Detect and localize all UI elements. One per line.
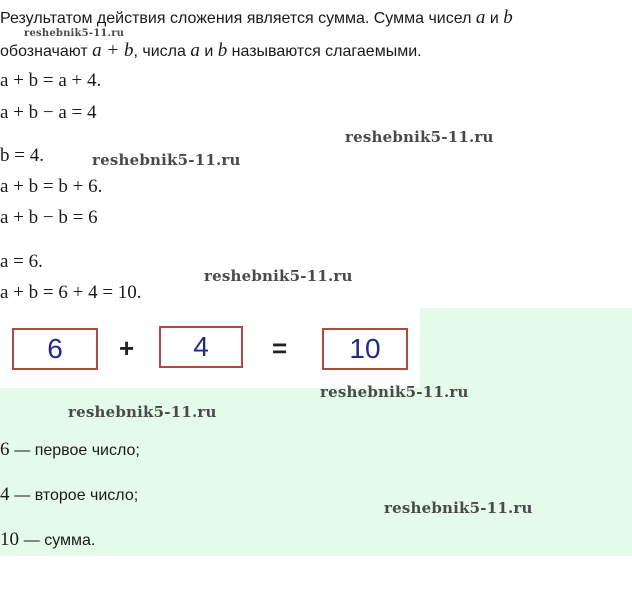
conj-and: и (489, 10, 499, 27)
figure-box-sum: 10 (322, 328, 408, 370)
watermark-3: reshebnik5-11.ru (204, 267, 353, 285)
watermark-5: reshebnik5-11.ru (68, 403, 217, 421)
intro-line-1-text: Результатом действия сложения является сумма. Сумма чисел (0, 10, 472, 27)
watermark-1: reshebnik5-11.ru (345, 128, 494, 146)
equation-1: a + b = a + 4. (0, 70, 102, 91)
intro-line-2 (0, 40, 422, 62)
equation-2: a + b − a = 4 (0, 102, 97, 123)
equation-4: a + b = b + 6. (0, 176, 103, 197)
figure-plus: + (119, 333, 135, 363)
legend-item-first (0, 439, 140, 461)
intro-line-1 (0, 7, 513, 29)
var-a-2: a (190, 40, 200, 61)
legend-num-second: 4 (0, 484, 10, 505)
legend-num-sum: 10 (0, 529, 19, 550)
legend-item-sum (0, 529, 95, 551)
intro-line-2-prefix: обозначают (0, 43, 88, 60)
sum-figure (0, 308, 420, 388)
intro-line-2-suffix: называются слагаемыми. (231, 43, 422, 60)
figure-box-second: 4 (159, 326, 243, 368)
legend-num-first: 6 (0, 439, 10, 460)
var-b: b (503, 7, 513, 28)
legend-text-first: — первое число; (14, 442, 140, 459)
watermark-4: reshebnik5-11.ru (320, 383, 469, 401)
watermark-6: reshebnik5-11.ru (384, 499, 533, 517)
watermark-small: reshebnik5-11.ru (24, 28, 125, 39)
legend-item-second (0, 484, 138, 506)
equation-5: a + b − b = 6 (0, 207, 98, 228)
var-b-2: b (217, 40, 228, 61)
watermark-2: reshebnik5-11.ru (92, 151, 241, 169)
legend-text-sum: — сумма. (23, 532, 96, 549)
var-a: a (475, 7, 486, 28)
figure-box-first: 6 (12, 328, 98, 370)
figure-equals: = (272, 333, 288, 363)
equation-7: a + b = 6 + 4 = 10. (0, 282, 142, 303)
conj-and-2: и (204, 43, 214, 60)
equation-3: b = 4. (0, 145, 44, 166)
equation-6: a = 6. (0, 251, 43, 272)
intro-line-2-middle: , числа (133, 43, 186, 60)
expr-a-plus-b: a + b (92, 40, 134, 61)
legend-text-second: — второе число; (14, 487, 139, 504)
